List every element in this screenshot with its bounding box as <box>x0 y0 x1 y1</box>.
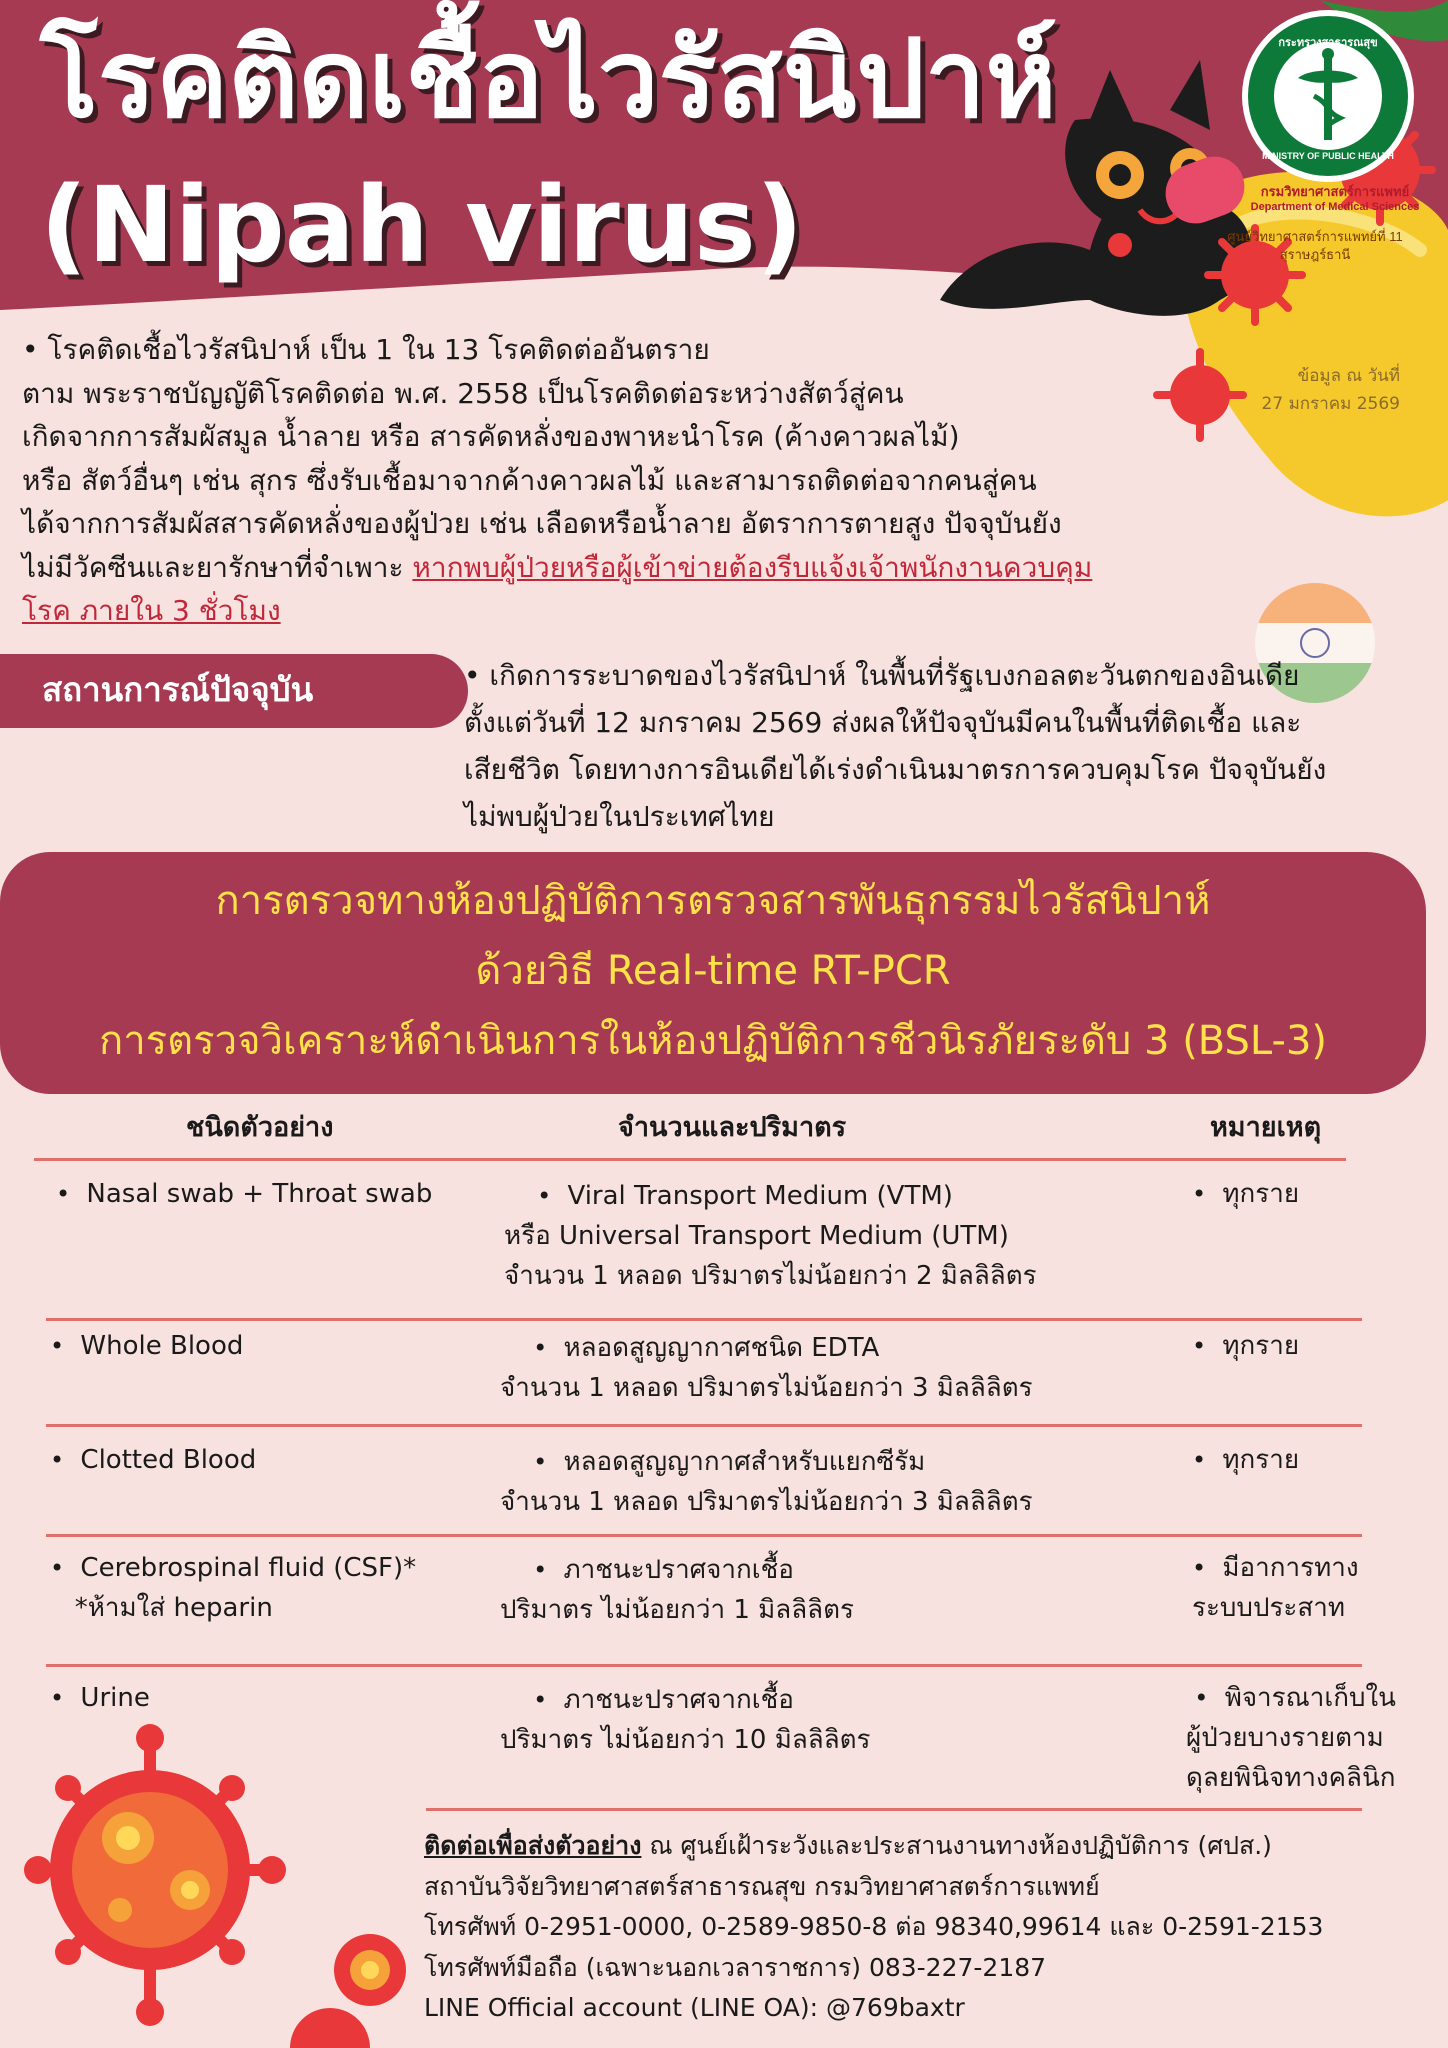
table-row-5-note: • พิจารณาเก็บใน ผู้ป่วยบางรายตาม ดุลยพินิจทางคลินิก <box>1186 1683 1396 1793</box>
intro-paragraph: • โรคติดเชื้อไวรัสนิปาห์ เป็น 1 ใน 13 โรคติดต่ออันตราย ตาม พระราชบัญญัติโรคติดต่อ พ.ศ. 2558 เป็นโรคติดต่อระหว่างสัตว์สู่คน เกิดจากการสัมผัสมูล น้ำลาย หรือ สารคัดหลั่งของพาหะนำโรค (ค้างคาวผลไม้) หรือ สัตว์อื่นๆ เช่น สุกร ซึ่งรับเชื้อมาจากค้างคาวผลไม้ และสามารถติดต่อจากคนสู่คน ได้จากการสัมผัสสารคัดหลั่งของผู้ป่วย เช่น เลือดหรือน้ำลาย อัตราการตายสูง ปัจจุบันยัง ไม่มีวัคซีนและยารักษาที่จำเพาะ หากพบผู้ป่วยหรือผู้เข้าข่ายต้องรีบแจ้งเจ้าพนักงานควบคุม โรค ภายใน 3 ชั่วโมง <box>22 333 1093 627</box>
center-name: ศูนย์วิทยาศาสตร์การแพทย์ที่ 11 สุราษฎร์ธานี <box>1227 229 1403 262</box>
table-row-4-specimen: • Cerebrospinal fluid (CSF)* *ห้ามใส่ heparin <box>50 1553 417 1623</box>
table-header-specimen: ชนิดตัวอย่าง <box>186 1112 334 1143</box>
department-name-thai: กรมวิทยาศาสตร์การแพทย์ <box>1260 184 1410 199</box>
table-row-1-amount: • Viral Transport Medium (VTM) หรือ Universal Transport Medium (UTM) จำนวน 1 หลอด ปริมาตรไม่น้อยกว่า 2 มิลลิลิตร <box>504 1181 1037 1291</box>
table-row-4-amount: • ภาชนะปราศจากเชื้อ ปริมาตร ไม่น้อยกว่า 1 มิลลิลิตร <box>500 1555 854 1625</box>
table-header-amount: จำนวนและปริมาตร <box>618 1112 847 1143</box>
table-row-1-specimen: • Nasal swab + Throat swab <box>56 1179 433 1209</box>
contact-label: ติดต่อเพื่อส่งตัวอย่าง <box>424 1831 642 1860</box>
table-row-2-amount: • หลอดสูญญากาศชนิด EDTA จำนวน 1 หลอด ปริมาตรไม่น้อยกว่า 3 มิลลิลิตร <box>500 1333 1033 1403</box>
virus-icon <box>0 1720 420 2048</box>
table-row-4-note: • มีอาการทาง ระบบประสาท <box>1192 1553 1359 1623</box>
logo-ring-bottom: MINISTRY OF PUBLIC HEALTH <box>1262 151 1394 161</box>
table-rule <box>46 1424 1362 1427</box>
table-row-3-specimen: • Clotted Blood <box>50 1445 257 1475</box>
contact-mobile: โทรศัพท์มือถือ (เฉพาะนอกเวลาราชการ) 083-227-2187 <box>424 1952 1047 1982</box>
table-rule <box>426 1808 1362 1811</box>
contact-phone: โทรศัพท์ 0-2951-0000, 0-2589-9850-8 ต่อ 98340,99614 และ 0-2591-2153 <box>424 1912 1324 1941</box>
table-row-2-note: • ทุกราย <box>1192 1331 1300 1361</box>
situation-heading: สถานการณ์ปัจจุบัน <box>42 670 314 709</box>
lab-test-banner-text: การตรวจทางห้องปฏิบัติการตรวจสารพันธุกรรมไวรัสนิปาห์ ด้วยวิธี Real-time RT-PCR การตรวจวิเคราะห์ดำเนินการในห้องปฏิบัติการชีวนิรภัยระดับ 3 (BSL-3) <box>98 878 1327 1064</box>
page-title-thai: โรคติดเชื้อไวรัสนิปาห์ <box>40 17 1057 142</box>
situation-paragraph: • เกิดการระบาดของไวรัสนิปาห์ ในพื้นที่รัฐเบงกอลตะวันตกของอินเดีย ตั้งแต่วันที่ 12 มกราคม 2569 ส่งผลให้ปัจจุบันมีคนในพื้นที่ติดเชื้อ และ เสียชีวิต โดยทางการอินเดียได้เร่งดำเนินมาตรการควบคุมโรค ปัจจุบันยัง ไม่พบผู้ป่วยในประเทศไทย <box>464 659 1327 833</box>
page-title-english: (Nipah virus) <box>40 164 804 286</box>
table-rule <box>46 1318 1362 1321</box>
contact-block: ติดต่อเพื่อส่งตัวอย่าง ณ ศูนย์เฝ้าระวังและประสานงานทางห้องปฏิบัติการ (ศปส.) สถาบันวิจัยวิทยาศาสตร์สาธารณสุข กรมวิทยาศาสตร์การแพทย์ โทรศัพท์ 0-2951-0000, 0-2589-9850-8 ต่อ 98340,99614 และ 0-2591-2153 โทรศัพท์มือถือ (เฉพาะนอกเวลาราชการ) 083-227-2187 LINE Official account (LINE OA): @769baxtr <box>424 1826 1434 2029</box>
table-rule <box>46 1664 1362 1667</box>
table-row-1-note: • ทุกราย <box>1192 1179 1300 1209</box>
table-row-5-specimen: • Urine <box>50 1683 150 1713</box>
contact-line-oa: LINE Official account (LINE OA): @769baxtr <box>424 1993 965 2022</box>
table-row-3-note: • ทุกราย <box>1192 1445 1300 1475</box>
table-rule <box>34 1158 1346 1161</box>
report-warning-link: หากพบผู้ป่วยหรือผู้เข้าข่ายต้องรีบแจ้งเจ้าพนักงานควบคุม <box>412 550 1093 584</box>
logo-ring-top: กระทรวงสาธารณสุข <box>1278 37 1378 49</box>
table-row-3-amount: • หลอดสูญญากาศสำหรับแยกซีรัม จำนวน 1 หลอด ปริมาตรไม่น้อยกว่า 3 มิลลิลิตร <box>500 1447 1033 1517</box>
table-row-5-amount: • ภาชนะปราศจากเชื้อ ปริมาตร ไม่น้อยกว่า 10 มิลลิลิตร <box>500 1685 871 1755</box>
department-name-english: Department of Medical Sciences <box>1250 201 1420 213</box>
report-warning-link-cont: โรค ภายใน 3 ชั่วโมง <box>22 594 281 627</box>
table-header-note: หมายเหตุ <box>1210 1112 1322 1143</box>
table-rule <box>46 1534 1362 1537</box>
data-date: ข้อมูล ณ วันที่ 27 มกราคม 2569 <box>1261 366 1400 414</box>
table-row-2-specimen: • Whole Blood <box>50 1331 244 1361</box>
